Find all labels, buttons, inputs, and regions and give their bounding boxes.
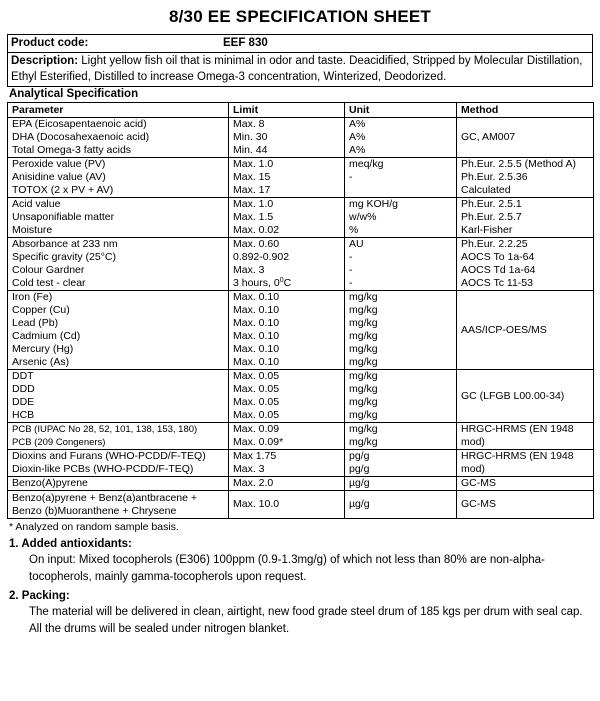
cell-parameter: Iron (Fe) xyxy=(8,291,229,305)
cell-parameter: Total Omega-3 fatty acids xyxy=(8,144,229,158)
table-row xyxy=(8,198,594,212)
cell-limit xyxy=(229,277,345,291)
cell-parameter: TOTOX (2 x PV + AV) xyxy=(8,184,229,198)
cell-limit: Max. 1.0 xyxy=(229,158,345,172)
cell-method: Calculated xyxy=(457,184,594,198)
cell-unit: - xyxy=(345,264,457,277)
cell-limit: Max. 8 xyxy=(229,118,345,132)
cell-parameter: Colour Gardner xyxy=(8,264,229,277)
cell-parameter: PCB (IUPAC No 28, 52, 101, 138, 153, 180) xyxy=(8,423,229,437)
table-row xyxy=(8,277,594,291)
cell-parameter: Benzo(a)pyrene + Benz(a)antbracene + Benzo (b)Muoranthene + Chrysene xyxy=(8,491,229,519)
cell-unit: µg/g xyxy=(345,491,457,519)
cell-limit: Max. 0.60 xyxy=(229,238,345,252)
cell-unit: % xyxy=(345,224,457,238)
cell-limit: Max. 0.10 xyxy=(229,356,345,370)
page-title: 8/30 EE SPECIFICATION SHEET xyxy=(168,7,432,26)
cell-method: HRGC-HRMS (EN 1948 mod) xyxy=(457,423,594,450)
cell-parameter: Peroxide value (PV) xyxy=(8,158,229,172)
product-code-row xyxy=(7,34,593,52)
cell-unit: pg/g xyxy=(345,450,457,464)
table-header-row xyxy=(8,103,594,118)
cell-unit: - xyxy=(345,251,457,264)
analytical-title: Analytical Specification xyxy=(9,88,139,100)
cell-unit: mg/kg xyxy=(345,409,457,423)
cell-parameter: HCB xyxy=(8,409,229,423)
cell-method: AAS/ICP-OES/MS xyxy=(457,291,594,370)
cell-unit: mg/kg xyxy=(345,383,457,396)
table-row xyxy=(8,423,594,437)
cell-limit: Max. 15 xyxy=(229,171,345,184)
table-row xyxy=(8,184,594,198)
cell-limit: Max. 0.09* xyxy=(229,436,345,450)
cell-parameter: Unsaponifiable matter xyxy=(8,211,229,224)
cell-unit: mg/kg xyxy=(345,343,457,356)
cell-limit: Max. 1.0 xyxy=(229,198,345,212)
cell-parameter: EPA (Eicosapentaenoic acid) xyxy=(8,118,229,132)
cell-parameter: DHA (Docosahexaenoic acid) xyxy=(8,131,229,144)
cell-parameter: DDE xyxy=(8,396,229,409)
cell-parameter: Absorbance at 233 nm xyxy=(8,238,229,252)
degree-sup: 0 xyxy=(279,277,284,284)
cell-parameter: Cadmium (Cd) xyxy=(8,330,229,343)
cell-method: HRGC-HRMS (EN 1948 mod) xyxy=(457,450,594,477)
header-parameter: Parameter xyxy=(8,103,229,118)
cell-method: Karl-Fisher xyxy=(457,224,594,238)
header-unit: Unit xyxy=(345,103,457,118)
table-row xyxy=(8,158,594,172)
cell-parameter: PCB (209 Congeners) xyxy=(8,436,229,450)
cell-limit: Max. 0.10 xyxy=(229,330,345,343)
section-heading-packing: 2. Packing: xyxy=(9,590,70,602)
cell-method: GC, AM007 xyxy=(457,118,594,158)
table-row xyxy=(8,264,594,277)
cell-limit: 0.892-0.902 xyxy=(229,251,345,264)
cell-unit: mg/kg xyxy=(345,396,457,409)
cell-unit: mg/kg xyxy=(345,436,457,450)
cell-limit: Max. 0.05 xyxy=(229,383,345,396)
cell-parameter: Specific gravity (25°C) xyxy=(8,251,229,264)
cell-limit: Max. 0.05 xyxy=(229,396,345,409)
cell-unit: mg/kg xyxy=(345,423,457,437)
table-row xyxy=(8,224,594,238)
cell-parameter: Moisture xyxy=(8,224,229,238)
cell-limit: Max. 0.02 xyxy=(229,224,345,238)
cell-limit: Max. 2.0 xyxy=(229,477,345,491)
product-code-label: Product code: xyxy=(11,37,89,49)
cell-limit: Max. 0.05 xyxy=(229,370,345,384)
cell-unit: mg/kg xyxy=(345,356,457,370)
analytical-table xyxy=(7,102,594,519)
cell-parameter: Dioxin-like PCBs (WHO-PCDD/F-TEQ) xyxy=(8,463,229,477)
cell-unit: w/w% xyxy=(345,211,457,224)
cell-method: GC (LFGB L00.00-34) xyxy=(457,370,594,423)
table-row xyxy=(8,238,594,252)
cell-unit: mg/kg xyxy=(345,330,457,343)
cell-limit: Max. 3 xyxy=(229,463,345,477)
cell-parameter: Anisidine value (AV) xyxy=(8,171,229,184)
cell-limit: Max 1.75 xyxy=(229,450,345,464)
section-text-packing: The material will be delivered in clean, airtight, new food grade steel drum of 185 kgs per drum with seal cap. All the drums will be sealed under nitrogen blanket. xyxy=(29,606,583,635)
cell-method: GC-MS xyxy=(457,477,594,491)
section-heading-antioxidants: 1. Added antioxidants: xyxy=(9,538,132,550)
cell-unit: pg/g xyxy=(345,463,457,477)
cell-limit: Max. 0.09 xyxy=(229,423,345,437)
cell-parameter: DDD xyxy=(8,383,229,396)
cell-unit: mg/kg xyxy=(345,370,457,384)
cell-unit: AU xyxy=(345,238,457,252)
header-method: Method xyxy=(457,103,594,118)
cell-parameter: Dioxins and Furans (WHO-PCDD/F-TEQ) xyxy=(8,450,229,464)
cell-limit: Max. 0.10 xyxy=(229,304,345,317)
cell-limit: Max. 1.5 xyxy=(229,211,345,224)
cell-method: AOCS Tc 11-53 xyxy=(457,277,594,291)
section-text-antioxidants: On input: Mixed tocopherols (E306) 100ppm (0.9-1.3mg/g) of which not less than 80% are non-alpha-tocopherols, mainly gamma-tocopherols upon request. xyxy=(29,554,545,583)
cell-unit: - xyxy=(345,171,457,184)
table-row xyxy=(8,118,594,132)
table-row xyxy=(8,477,594,491)
cell-unit: A% xyxy=(345,144,457,158)
table-row xyxy=(8,211,594,224)
cell-limit: Max. 17 xyxy=(229,184,345,198)
cell-unit xyxy=(345,184,457,198)
table-row xyxy=(8,251,594,264)
cell-method: Ph.Eur. 2.2.25 xyxy=(457,238,594,252)
cell-method: AOCS To 1a-64 xyxy=(457,251,594,264)
product-code-value: EEF 830 xyxy=(223,37,268,49)
description-label: Description: xyxy=(11,55,79,67)
cell-limit: Min. 44 xyxy=(229,144,345,158)
cell-method: AOCS Td 1a-64 xyxy=(457,264,594,277)
cell-limit: Min. 30 xyxy=(229,131,345,144)
cell-unit: mg/kg xyxy=(345,291,457,305)
cell-unit: mg/kg xyxy=(345,317,457,330)
cell-parameter: Arsenic (As) xyxy=(8,356,229,370)
cell-limit: Max. 0.05 xyxy=(229,409,345,423)
cell-method: Ph.Eur. 2.5.7 xyxy=(457,211,594,224)
cell-parameter: Lead (Pb) xyxy=(8,317,229,330)
footnote: * Analyzed on random sample basis. xyxy=(9,521,179,533)
cell-parameter: Acid value xyxy=(8,198,229,212)
cell-limit: Max. 0.10 xyxy=(229,291,345,305)
cell-unit: mg KOH/g xyxy=(345,198,457,212)
description-text: Light yellow fish oil that is minimal in odor and taste. Deacidified, Stripped by Molecular Distillation, Ethyl Esterified, Distilled to increase Omega-3 concentration, Winterized, Deodorized. xyxy=(11,55,583,83)
table-row xyxy=(8,450,594,464)
cell-unit: A% xyxy=(345,118,457,132)
cell-limit: Max. 0.10 xyxy=(229,343,345,356)
cell-method: Ph.Eur. 2.5.5 (Method A) xyxy=(457,158,594,172)
table-row xyxy=(8,291,594,305)
header-limit: Limit xyxy=(229,103,345,118)
cell-unit: mg/kg xyxy=(345,304,457,317)
cell-limit: Max. 10.0 xyxy=(229,491,345,519)
table-row xyxy=(8,171,594,184)
cell-unit: - xyxy=(345,277,457,291)
cell-parameter: Copper (Cu) xyxy=(8,304,229,317)
table-row xyxy=(8,491,594,519)
cell-limit: Max. 3 xyxy=(229,264,345,277)
cell-parameter: Cold test - clear xyxy=(8,277,229,291)
cell-limit: Max. 0.10 xyxy=(229,317,345,330)
cell-unit: A% xyxy=(345,131,457,144)
description-block xyxy=(7,52,593,87)
cell-method: Ph.Eur. 2.5.1 xyxy=(457,198,594,212)
cell-parameter: Benzo(A)pyrene xyxy=(8,477,229,491)
table-row xyxy=(8,370,594,384)
cell-parameter: DDT xyxy=(8,370,229,384)
cold-test-limit: 3 hours, 0 xyxy=(233,277,280,289)
cell-parameter: Mercury (Hg) xyxy=(8,343,229,356)
cell-unit: µg/g xyxy=(345,477,457,491)
cold-test-unit-suffix: C xyxy=(283,277,292,289)
cell-unit: meq/kg xyxy=(345,158,457,172)
cell-method: GC-MS xyxy=(457,491,594,519)
cell-method: Ph.Eur. 2.5.36 xyxy=(457,171,594,184)
